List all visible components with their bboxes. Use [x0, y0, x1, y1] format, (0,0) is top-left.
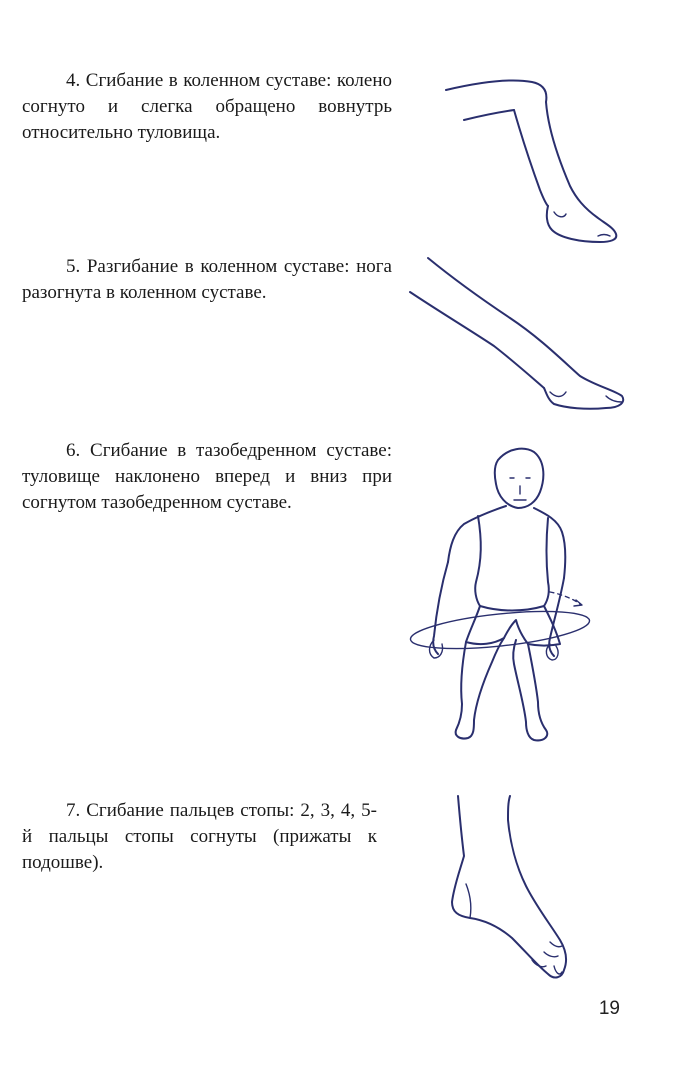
item-7-number: 7. [66, 800, 81, 821]
item-7-text [22, 798, 377, 876]
item-4-text [22, 68, 392, 146]
item-7-description: Сгибание пальцев стопы: 2, 3, 4, 5-й пальцы стопы согнуты (прижаты к подошве). [22, 800, 378, 873]
item-6-text [22, 438, 392, 516]
item-5-description: Разгибание в коленном суставе: нога разогнута в коленном суставе. [22, 256, 392, 303]
bent-knee-leg-illustration [430, 68, 630, 258]
item-4-number: 4. [66, 70, 81, 91]
item-5-text [22, 254, 392, 306]
man-bending-forward-illustration [400, 440, 600, 750]
item-6-description: Сгибание в тазобедренном суставе: туловище наклонено вперед и вниз при согнутом тазобедренном суставе. [22, 440, 392, 513]
page-number: 19 [598, 998, 620, 1019]
straight-leg-illustration [400, 252, 640, 422]
item-6-number: 6. [66, 440, 81, 461]
item-4-description: Сгибание в коленном суставе: колено согнуто и слегка обращено вовнутрь относительно туловища. [22, 70, 393, 143]
item-5-number: 5. [66, 256, 81, 277]
foot-toes-flexed-illustration [436, 790, 596, 990]
